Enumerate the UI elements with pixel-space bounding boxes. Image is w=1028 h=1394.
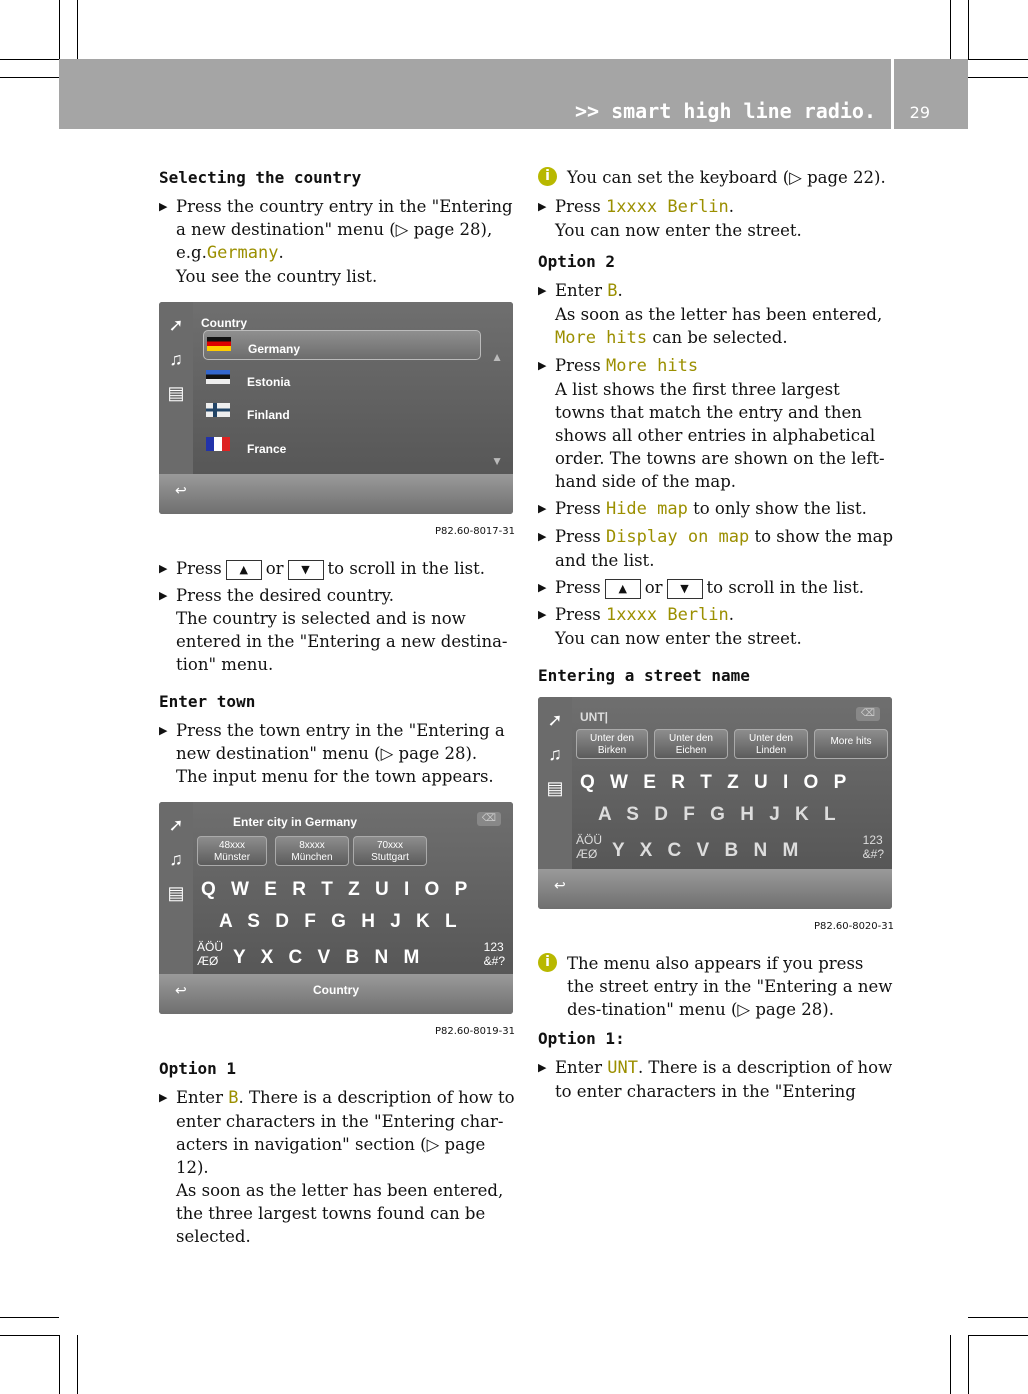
result-text: As soon as the letter has been entered, the three largest towns found can be selected. — [176, 1181, 504, 1246]
step-press-country-entry: ▶ Press the country entry in the "Entering a new destination" menu (▷ page 28), e.g.Germany. You see the country list. — [159, 195, 515, 288]
suggestion-button[interactable]: Unter den Eichen — [654, 729, 728, 759]
keyboard-row-2[interactable]: A S D F G H J K L — [598, 804, 836, 825]
back-icon[interactable]: ↩ — [175, 982, 187, 998]
crop-mark — [968, 77, 1028, 78]
bottom-bar — [159, 974, 513, 1014]
step-press-town-entry: ▶ Press the town entry in the "Entering a new destination" menu (▷ page 28). The input menu for the town appears. — [159, 719, 515, 788]
crop-mark — [0, 1335, 59, 1336]
left-column — [159, 166, 515, 1252]
screenshot-street-entry — [538, 697, 892, 909]
flag-icon — [207, 337, 231, 351]
keyboard-panel — [572, 697, 892, 869]
step-scroll: ▶ Press ▲ or ▼ to scroll in the list. — [538, 576, 894, 599]
radio-icon: ▤ — [167, 383, 185, 403]
music-icon: ♫ — [169, 849, 183, 869]
list-item[interactable]: Germany — [203, 330, 481, 360]
key-up: ▲ — [226, 560, 262, 580]
flag-icon — [206, 403, 230, 417]
numbers-key[interactable]: 123 &#? — [862, 833, 884, 861]
heading-option-1: Option 1 — [159, 1059, 237, 1078]
entry-field[interactable]: Enter city in Germany — [233, 815, 358, 829]
result-text: The country is selected and is now entered in the "Entering a new destina-tion" menu. — [176, 609, 508, 674]
keyboard-panel — [193, 802, 513, 974]
result-text: You can now enter the street. — [555, 629, 802, 648]
music-icon: ♫ — [169, 349, 183, 369]
key-down: ▼ — [667, 579, 703, 599]
step-scroll: ▶ Press ▲ or ▼ to scroll in the list. — [159, 557, 515, 580]
scroll-down-icon[interactable]: ▼ — [491, 454, 503, 468]
more-hits-button[interactable]: More hits — [814, 729, 888, 759]
crop-mark — [59, 0, 60, 59]
keyboard-row-3[interactable]: Y X C V B N M — [612, 840, 799, 861]
crop-mark — [0, 59, 59, 60]
right-column — [538, 166, 894, 1107]
flag-icon — [206, 437, 230, 451]
scroll-up-icon[interactable]: ▲ — [491, 350, 503, 364]
heading-enter-town: Enter town — [159, 692, 256, 711]
list-item[interactable]: France — [203, 431, 481, 459]
keyboard-row-1[interactable]: Q W E R T Z U I O P — [580, 772, 847, 793]
info-icon: i — [538, 953, 557, 972]
crop-mark — [968, 0, 969, 59]
key-down: ▼ — [288, 560, 324, 580]
info-icon: i — [538, 167, 557, 186]
step-press-berlin: ▶ Press 1xxxx Berlin. You can now enter the street. — [538, 195, 894, 242]
result-text: The input menu for the town appears. — [176, 767, 494, 786]
radio-icon: ▤ — [167, 883, 185, 903]
heading-option-1: Option 1: — [538, 1029, 625, 1048]
step-hide-map: ▶ Press Hide map to only show the list. — [538, 497, 894, 521]
result-text: You can now enter the street. — [555, 221, 802, 240]
crop-mark — [968, 1335, 969, 1394]
suggestion-button[interactable]: 70xxx Stuttgart — [353, 836, 427, 866]
page-number: 29 — [909, 103, 930, 122]
bottom-bar — [159, 474, 513, 514]
crop-mark — [59, 1335, 60, 1394]
special-chars-key[interactable]: ÄÖÜ ÆØ — [197, 940, 224, 968]
crop-mark — [968, 59, 1028, 60]
info-note: i You can set the keyboard (▷ page 22). — [538, 166, 894, 189]
figure-reference: P82.60-8017-31 — [434, 526, 515, 537]
step-press-desired-country: ▶ Press the desired country. The country is selected and is now entered in the "Entering a new destina-tion" menu. — [159, 584, 515, 676]
code-germany: Germany — [206, 243, 279, 263]
step-press-berlin: ▶ Press 1xxxx Berlin. You can now enter the street. — [538, 603, 894, 650]
special-chars-key[interactable]: ÄÖÜ ÆØ — [576, 833, 603, 861]
result-text: You see the country list. — [176, 267, 378, 286]
figure-reference: P82.60-8019-31 — [434, 1026, 515, 1037]
navigation-icon: ➚ — [168, 315, 184, 335]
keyboard-row-3[interactable]: Y X C V B N M — [233, 947, 420, 968]
keyboard-row-2[interactable]: A S D F G H J K L — [219, 911, 457, 932]
navigation-icon: ➚ — [547, 710, 563, 730]
sidebar — [538, 697, 572, 869]
result-text: As soon as the letter has been entered, More hits can be selected. — [555, 305, 883, 348]
keyboard-row-1[interactable]: Q W E R T Z U I O P — [201, 879, 468, 900]
page-header — [59, 59, 968, 129]
back-icon[interactable]: ↩ — [175, 482, 187, 498]
crop-mark — [77, 0, 78, 59]
list-item[interactable]: Estonia — [203, 364, 481, 392]
crop-mark — [950, 0, 951, 59]
navigation-icon: ➚ — [168, 815, 184, 835]
clear-icon[interactable]: ⌫ — [477, 812, 501, 826]
heading-option-2: Option 2 — [538, 252, 616, 271]
crop-mark — [0, 1317, 59, 1318]
suggestion-button[interactable]: Unter den Birken — [576, 729, 648, 759]
crop-mark — [968, 1335, 1028, 1336]
step-enter-b: ▶ Enter B. As soon as the letter has been entered, More hits can be selected. — [538, 279, 894, 350]
suggestion-button[interactable]: 48xxx Münster — [197, 836, 267, 866]
numbers-key[interactable]: 123 &#? — [483, 940, 505, 968]
suggestion-button[interactable]: 8xxxx München — [275, 836, 349, 866]
crop-mark — [968, 1317, 1028, 1318]
country-button[interactable]: Country — [313, 983, 359, 997]
heading-selecting-country: Selecting the country — [159, 168, 362, 187]
radio-icon: ▤ — [546, 778, 564, 798]
result-text: A list shows the first three largest towns that match the entry and then shows all other entries in alphabetical order. The towns are shown on the left-hand side of the map. — [555, 380, 885, 491]
clear-icon[interactable]: ⌫ — [856, 707, 880, 721]
step-press-more-hits: ▶ Press More hits A list shows the first three largest towns that match the entry and then shows all other entries in alphabetical order. The towns are shown on the left-hand side of the map. — [538, 354, 894, 493]
heading-street-name: Entering a street name — [538, 666, 750, 685]
flag-icon — [206, 370, 230, 384]
key-up: ▲ — [605, 579, 641, 599]
section-title: >> smart high line radio. — [574, 99, 876, 123]
list-title: Country — [201, 316, 247, 330]
sidebar — [159, 302, 193, 474]
screenshot-enter-city — [159, 802, 513, 1014]
country-list-panel — [193, 302, 513, 474]
header-divider — [891, 59, 894, 129]
screenshot-country-list — [159, 302, 513, 514]
info-note: i The menu also appears if you press the street entry in the "Entering a new des-tination" menu (▷ page 28). — [538, 952, 894, 1021]
crop-mark — [77, 1335, 78, 1394]
suggestion-button[interactable]: Unter den Linden — [734, 729, 808, 759]
bottom-bar — [538, 869, 892, 909]
music-icon: ♫ — [548, 744, 562, 764]
back-icon[interactable]: ↩ — [554, 877, 566, 893]
entry-field[interactable]: UNT| — [580, 710, 609, 724]
step-display-on-map: ▶ Press Display on map to show the map and the list. — [538, 525, 894, 572]
list-item[interactable]: Finland — [203, 397, 481, 425]
crop-mark — [950, 1335, 951, 1394]
sidebar — [159, 802, 193, 974]
figure-reference: P82.60-8020-31 — [813, 921, 894, 932]
step-enter-unt: ▶ Enter UNT. There is a description of how to enter characters in the "Entering — [538, 1056, 894, 1103]
crop-mark — [0, 77, 59, 78]
step-enter-b: ▶ Enter B. There is a description of how to enter characters in the "Entering char-acters in navigation" section (▷ page 12). As soon as the letter has been entered, the three largest towns found can be selected. — [159, 1086, 515, 1248]
